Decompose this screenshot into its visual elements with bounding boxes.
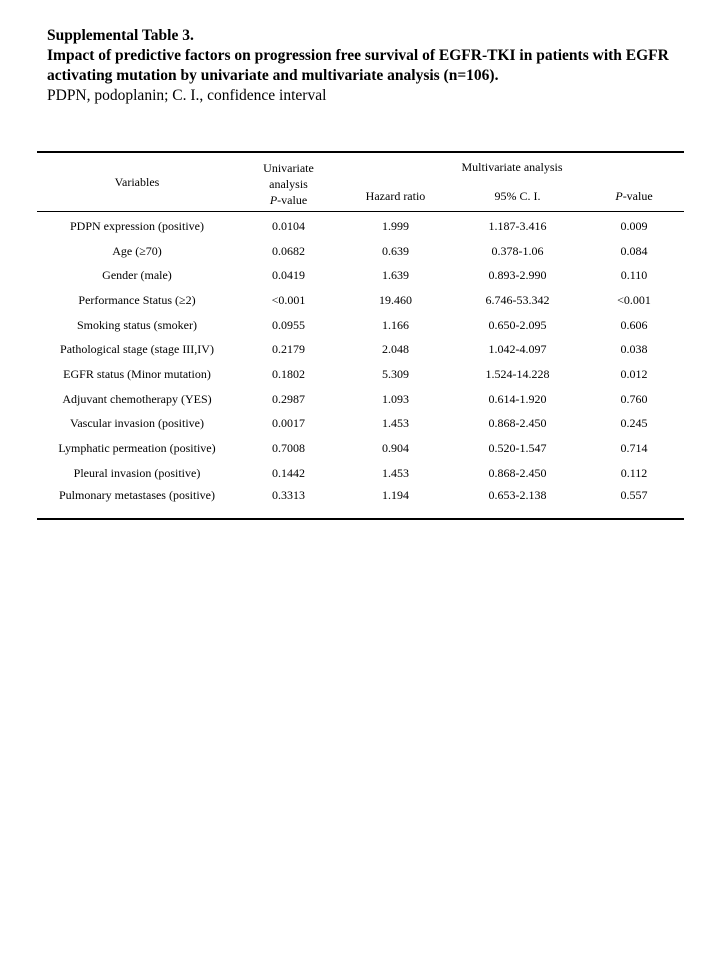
results-table-container <box>37 151 684 520</box>
cell-hazard-ratio: 1.453 <box>382 416 409 431</box>
cell-ci: 0.868-2.450 <box>488 465 547 480</box>
table-row <box>37 436 684 461</box>
table-number: Supplemental Table 3. <box>47 27 194 44</box>
cell-hazard-ratio: 1.639 <box>382 268 409 283</box>
table-row <box>37 486 684 518</box>
cell-univariate-p: 0.1802 <box>272 366 305 381</box>
header-univariate-line1: Univariate <box>263 161 314 175</box>
cell-variable: Adjuvant chemotherapy (YES) <box>62 391 212 406</box>
header-ci: 95% C. I. <box>451 181 584 212</box>
cell-univariate-p: <0.001 <box>271 292 306 307</box>
table-row <box>37 461 684 486</box>
table-row <box>37 387 684 412</box>
cell-hazard-ratio: 1.999 <box>382 218 409 233</box>
cell-ci: 0.653-2.138 <box>488 487 547 502</box>
cell-variable: PDPN expression (positive) <box>70 218 204 233</box>
table-row <box>37 337 684 362</box>
table-caption <box>47 26 697 106</box>
cell-univariate-p: 0.0682 <box>272 243 305 258</box>
cell-hazard-ratio: 1.453 <box>382 465 409 480</box>
cell-hazard-ratio: 1.093 <box>382 391 409 406</box>
table-bottom-rule <box>37 518 684 520</box>
table-row <box>37 239 684 264</box>
cell-multi-p: 0.606 <box>620 317 648 332</box>
header-multi-p-rest: -value <box>622 188 653 203</box>
cell-hazard-ratio: 0.904 <box>382 441 409 456</box>
table-row <box>37 313 684 338</box>
cell-ci: 0.520-1.547 <box>488 441 547 456</box>
cell-multi-p: 0.012 <box>620 366 648 381</box>
table-row <box>37 212 684 239</box>
cell-hazard-ratio: 5.309 <box>382 366 409 381</box>
cell-variable: Pathological stage (stage III,IV) <box>60 342 214 357</box>
header-hazard-ratio: Hazard ratio <box>340 181 451 212</box>
table-row <box>37 263 684 288</box>
results-table <box>37 151 684 518</box>
cell-hazard-ratio: 1.166 <box>382 317 409 332</box>
cell-ci: 1.042-4.097 <box>488 342 547 357</box>
abbreviations-note: PDPN, podoplanin; C. I., confidence interval <box>47 87 327 104</box>
header-multivariate: Multivariate analysis <box>461 159 563 174</box>
table-title: Impact of predictive factors on progression free survival of EGFR-TKI in patients with EGFR activating mutation by univariate and multivariate analysis (n=106). <box>47 47 669 84</box>
cell-univariate-p: 0.0419 <box>272 268 305 283</box>
cell-multi-p: 0.110 <box>620 268 648 283</box>
cell-multi-p: 0.714 <box>620 441 648 456</box>
cell-hazard-ratio: 2.048 <box>382 342 409 357</box>
header-multi-p-italic: P <box>615 188 623 203</box>
cell-univariate-p: 0.7008 <box>272 441 305 456</box>
cell-variable: EGFR status (Minor mutation) <box>63 366 211 381</box>
header-univariate-p-italic: P <box>269 193 278 207</box>
cell-univariate-p: 0.0017 <box>272 416 305 431</box>
cell-multi-p: 0.112 <box>620 465 648 480</box>
header-univariate <box>237 152 340 212</box>
table-row <box>37 288 684 313</box>
cell-univariate-p: 0.3313 <box>272 487 305 502</box>
cell-ci: 0.868-2.450 <box>488 416 547 431</box>
cell-univariate-p: 0.2179 <box>272 342 305 357</box>
cell-ci: 6.746-53.342 <box>485 292 550 307</box>
cell-variable: Pulmonary metastases (positive) <box>59 487 215 502</box>
table-row <box>37 362 684 387</box>
cell-multi-p: 0.557 <box>620 487 648 502</box>
cell-variable: Performance Status (≥2) <box>78 292 196 307</box>
cell-univariate-p: 0.2987 <box>272 391 305 406</box>
header-univariate-p-rest: -value <box>277 193 308 207</box>
cell-multi-p: 0.760 <box>620 391 648 406</box>
cell-ci: 1.524-14.228 <box>485 366 550 381</box>
cell-univariate-p: 0.0955 <box>272 317 305 332</box>
header-univariate-pvalue <box>237 192 340 208</box>
cell-multi-p: <0.001 <box>617 292 651 307</box>
cell-multi-p: 0.009 <box>620 218 648 233</box>
header-univariate-line2: analysis <box>269 177 308 191</box>
cell-ci: 0.614-1.920 <box>488 391 547 406</box>
cell-variable: Lymphatic permeation (positive) <box>58 441 216 456</box>
cell-variable: Smoking status (smoker) <box>77 317 197 332</box>
table-header <box>37 152 684 212</box>
cell-multi-p: 0.084 <box>620 243 648 258</box>
cell-hazard-ratio: 19.460 <box>379 292 412 307</box>
cell-ci: 0.893-2.990 <box>488 268 547 283</box>
cell-variable: Vascular invasion (positive) <box>70 416 204 431</box>
table-body <box>37 212 684 518</box>
header-multi-pvalue <box>584 181 684 212</box>
cell-hazard-ratio: 0.639 <box>382 243 409 258</box>
cell-variable: Pleural invasion (positive) <box>73 465 201 480</box>
cell-univariate-p: 0.1442 <box>272 465 305 480</box>
header-variables: Variables <box>37 152 237 212</box>
cell-variable: Gender (male) <box>102 268 172 283</box>
table-row <box>37 412 684 437</box>
cell-hazard-ratio: 1.194 <box>382 487 409 502</box>
cell-ci: 0.650-2.095 <box>488 317 547 332</box>
cell-multi-p: 0.245 <box>620 416 648 431</box>
cell-univariate-p: 0.0104 <box>272 218 305 233</box>
cell-multi-p: 0.038 <box>620 342 648 357</box>
cell-ci: 0.378-1.06 <box>491 243 544 258</box>
cell-variable: Age (≥70) <box>112 243 162 258</box>
cell-ci: 1.187-3.416 <box>488 218 547 233</box>
